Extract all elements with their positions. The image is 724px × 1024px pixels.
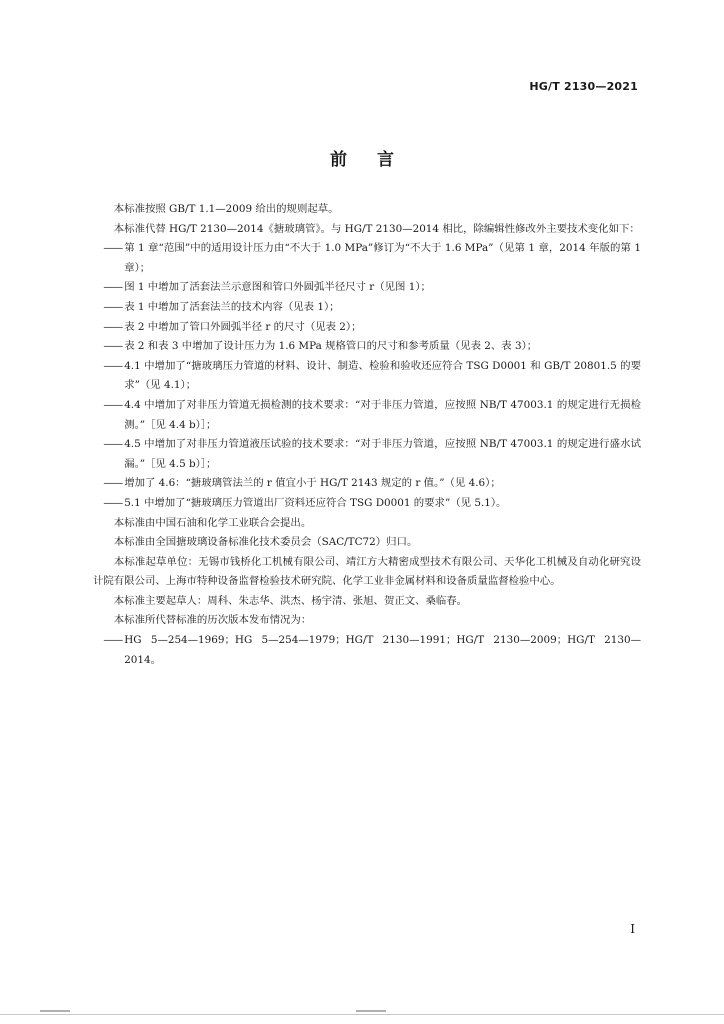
scan-mark-left — [40, 1010, 70, 1012]
paragraph: 本标准起草单位：无锡市钱桥化工机械有限公司、靖江方大精密成型技术有限公司、天华化工机械及自动化研究设计院有限公司、上海市特种设备监督检验技术研究院、化学工业非金属材料和设备质量监督检验中心。 — [93, 555, 641, 588]
list-item-text: 增加了 4.6：“搪玻璃管法兰的 r 值宜小于 HG/T 2143 规定的 r 值。”（见 4.6）； — [124, 477, 501, 490]
list-dash: —— — [103, 340, 123, 353]
list-dash: —— — [103, 634, 123, 647]
change-list-item — [93, 298, 641, 318]
change-list-item — [93, 357, 641, 396]
list-item-text: 5.1 中增加了“搪玻璃压力管道出厂资料还应符合 TSG D0001 的要求”（见 5.1）。 — [124, 496, 507, 509]
list-dash: —— — [103, 496, 123, 509]
change-list-item — [93, 631, 641, 670]
standard-code: HG/T 2130—2021 — [529, 80, 638, 93]
change-list-item — [93, 435, 641, 474]
list-dash: —— — [103, 438, 123, 451]
paragraph: 本标准由全国搪玻璃设备标准化技术委员会（SAC/TC72）归口。 — [113, 536, 418, 549]
list-dash: —— — [103, 477, 123, 490]
foreword-body — [93, 200, 641, 670]
paragraph: 本标准代替 HG/T 2130—2014《搪玻璃管》。与 HG/T 2130—2014 相比，除编辑性修改外主要技术变化如下： — [113, 222, 640, 235]
list-dash: —— — [103, 359, 123, 372]
list-item-text: 表 2 和表 3 中增加了设计压力为 1.6 MPa 规格管口的尺寸和参考质量（见表 2、表 3）； — [124, 340, 538, 353]
list-item-text: 图 1 中增加了活套法兰示意图和管口外圆弧半径尺寸 r（见图 1）； — [124, 281, 431, 294]
list-dash: —— — [103, 300, 123, 313]
paragraph: 本标准由中国石油和化学工业联合会提出。 — [113, 516, 312, 529]
list-item-text: 第 1 章“范围”中的适用设计压力由“不大于 1.0 MPa”修订为“不大于 1.6 MPa”（见第 1 章，2014 年版的第 1 章）； — [124, 242, 641, 274]
list-item-text: 4.1 中增加了“搪玻璃压力管道的材料、设计、制造、检验和验收还应符合 TSG D0001 和 GB/T 20801.5 的要求”（见 4.1）； — [124, 359, 641, 392]
list-item-text: 表 2 中增加了管口外圆弧半径 r 的尺寸（见表 2）； — [124, 320, 362, 333]
list-dash: —— — [103, 242, 123, 255]
page-number: I — [630, 922, 635, 936]
list-item-text: 4.4 中增加了对非压力管道无损检测的技术要求：“对于非压力管道，应按照 NB/T 47003.1 的规定进行无损检测。”［见 4.4 b）］； — [124, 398, 641, 431]
paragraph: 本标准主要起草人：周科、朱志华、洪杰、杨宇清、张旭、贺正文、桑临春。 — [113, 594, 468, 607]
scan-mark-center — [356, 1010, 386, 1012]
change-list-item — [93, 494, 641, 514]
page-title: 前言 — [330, 150, 424, 170]
list-item-text: 表 1 中增加了活套法兰的技术内容（见表 1）； — [124, 300, 340, 313]
paragraph: 本标准所代替标准的历次版本发布情况为： — [113, 614, 312, 627]
list-item-text: HG 5—254—1969；HG 5—254—1979；HG/T 2130—1991；HG/T 2130—2009；HG/T 2130—2014。 — [124, 634, 641, 666]
change-list-item — [93, 278, 641, 298]
change-list-item — [93, 474, 641, 494]
change-list-item — [93, 396, 641, 435]
page-bottom-rule — [0, 1014, 724, 1015]
change-list-item — [93, 239, 641, 278]
list-dash: —— — [103, 320, 123, 333]
change-list-item — [93, 337, 641, 357]
list-item-text: 4.5 中增加了对非压力管道液压试验的技术要求：“对于非压力管道，应按照 NB/T 47003.1 的规定进行盛水试漏。”［见 4.5 b）］； — [124, 438, 641, 470]
paragraph: 本标准按照 GB/T 1.1—2009 给出的规则起草。 — [113, 203, 339, 215]
list-dash: —— — [103, 398, 123, 411]
list-dash: —— — [103, 281, 123, 294]
change-list-item — [93, 318, 641, 338]
